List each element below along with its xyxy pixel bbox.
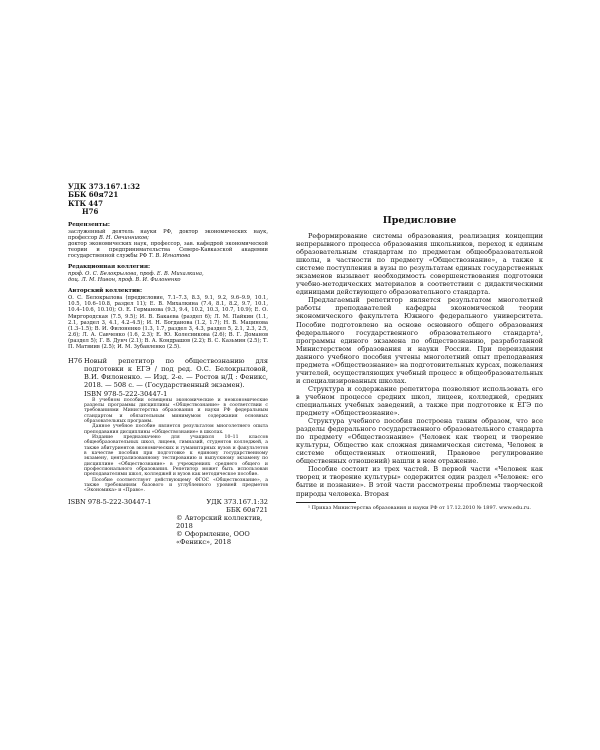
biblio-description: Новый репетитор по обществознанию для подготовки к ЕГЭ / под ред. О.С. Белокрыловой, В.И. Филоненко. — Изд. 2-е. — Ростов н/Д : Феникс, 2018. — 508 с. — (Государственный экзамен). — [84, 357, 268, 390]
authors-text: О. С. Белокрылова (предисловие, 7.1–7.3, 8.3, 9.1, 9.2, 9.6–9.9, 10.1, 10.5, 10.6–10.8, раздел 11); Е. В. Михалкина (7.4, 8.1, 8.2, 9.7, 10.1, 10.4–10.6, 10.10); О. Е. Германова (9.3, 9.4, 10.2, 10.3, 10.7, 10.9); Е. О. Миргородская (7.5, 9.5); И. В. Бакаева (раздел 6); Л. М. Пайкин (1.1, 2.1, раздел 3, 4.1, 4.2–4.5); И. Н. Богданова (1.2, 1.7); Н. В. Мацинова (1.3–1.5); В. И. Филоненко (1.3, 1.7, раздел 3, 4.3, раздел 5, 2.1, 2.3, 2.5, 2.6); Л. А. Савченко (1.6, 2.3); Е. Ю. Колесникова (2.6); В. Г. Доманов (раздел 5); Г. В. Дунч (2.1); В. А. Кондрашов (2.2); В. С. Казьмин (2.5); Т. П. Матвиив (2.5); И. М. Зубавленко (2.5). — [68, 295, 268, 351]
annotation-paragraph: Данное учебное пособие является результатом многолетнего опыта преподавания дисциплины «Обществознание» в школах. — [84, 424, 268, 435]
reviewer-1-name: В. Н. Овчинников; — [98, 234, 149, 241]
udk-code: УДК 373.167.1:32 — [68, 182, 141, 191]
ktk-code: КТК 447 — [68, 198, 103, 208]
biblio-isbn: ISBN 978-5-222-30447-1 — [84, 389, 168, 398]
preface-paragraph: Пособие состоит из трех частей. В первой части «Человек как творец и творение культуры» содержится один раздел «Человек: его бытие и познание». В этой части рассмотрены проблемы творческой природы человека. Вторая — [296, 465, 543, 498]
bottom-udk: УДК 373.167.1:32 — [206, 497, 268, 506]
bottom-isbn-udk-row — [68, 498, 268, 506]
footnote-divider — [296, 502, 356, 503]
preface-column — [296, 215, 543, 511]
bottom-bbk: ББК 60я721 — [225, 505, 268, 514]
annotation-paragraph: Пособие соответствует действующему ФГОС «Обществознание», а также требованиям базового и углубленного уровней предметов «Экономика» и «Право». — [84, 477, 268, 494]
reviewer-2-desc: доктор экономических наук, профессор, зав. кафедрой экономической теории и предпринимательства Северо-Кавказской академии государственной службы РФ — [68, 240, 268, 259]
classification-codes — [68, 183, 268, 217]
preface-heading: Предисловие — [382, 215, 457, 226]
editorial-title: Редакционная коллегия: — [68, 264, 151, 271]
reviewer-2-name: Т. В. Игнатова — [148, 253, 191, 259]
preface-paragraph: Структура учебного пособия построена таким образом, что все разделы федерального государственного образовательного стандарта по предмету «Обществознание» (Человек как творец и творение культуры, Общество как сложная динамическая система, Человек в системе общественных отношений, Правовое регулирование общественных отношений) нашли в нем отражение. — [296, 417, 543, 466]
bottom-isbn: ISBN 978-5-222-30447-1 — [68, 497, 152, 506]
preface-paragraph: Структура и содержание репетитора позволяют использовать его в учебном процессе средних школ, лицеев, колледжей, средних специальных учебных заведений, а также при подготовке к ЕГЭ по предмету «Обществознание». — [296, 384, 543, 418]
copyright-design: © Оформление, ООО «Феникс», 2018 — [176, 529, 250, 546]
reviewers-text — [68, 229, 268, 259]
footnote: ¹ Приказ Министерства образования и науки РФ от 17.12.2010 № 1897. www.edu.ru. — [308, 504, 531, 511]
authors-title: Авторский коллектив: — [68, 288, 143, 295]
reviewer-1-desc: заслуженный деятель науки РФ, доктор экономических наук, профессор — [68, 228, 268, 241]
copyrights — [68, 514, 268, 546]
preface-paragraph: Реформирование системы образования, реализация концепции непрерывного процесса образования школьников, переход к единым образовательным стандартам по предметам общеобразовательной школы, в частности по предмету «Обществознание», а также к системе поступления в вузы по результатам единых государственных экзаменов вызывает необходимость совершенствования подготовки учебно-методических материалов в соответствии с дидактическими единицами действующего образовательного стандарта. — [296, 232, 543, 297]
annotation-paragraph: В учебном пособии освещены экономические и неэкономические разделы программы дисциплины «Обществознание» в соответствии с требованиями Министерства образования и науки РФ федеральным стандартом и обязательным минимумом содержания основных образовательных программ. — [84, 397, 268, 424]
editorial-members — [68, 271, 268, 283]
preface-paragraph: Предлагаемый репетитор является результатом многолетней работы преподавателей кафедры экономической теории экономического факультета Южного федерального университета. Пособие подготовлено на основе основного общего образования федерального государственного образовательного стандарта¹, программы единого экзамена по обществознанию, разработанной Министерством образования и науки России. При переиздании данного учебного пособия учтены многолетний опыт преподавания предмета «Обществознание» на подготовительных курсах, пожелания учителей, осуществляющих учебный процесс в общеобразовательных и специализированных школах. — [296, 296, 543, 385]
bbk-code: ББК 60я721 — [68, 190, 119, 200]
copyright-authors: © Авторский коллектив, 2018 — [176, 513, 263, 530]
editorial-line-2: доц. Л. М. Нивон, проф. В. И. Филоненко — [68, 277, 181, 284]
bibliographic-record — [68, 357, 268, 397]
imprint-column — [68, 183, 268, 546]
editorial-line-1: проф. О. С. Белокрылова, проф. Е. В. Михалкина, — [68, 271, 204, 278]
author-mark: Н76 — [82, 207, 99, 217]
biblio-code: Н76 — [68, 357, 83, 366]
annotation-paragraph: Издание предназначено для учащихся 10–11 классов общеобразовательных школ, лицеев, гимназий, студентов колледжей, а также абитуриентов экономических и гуманитарных вузов и факультетов в качестве пособия при подготовке к единому государственному экзамену, централизованному тестированию и выпускному экзамену по дисциплине «Обществознание» в учреждениях среднего общего и профессионального образования. Репетитор может быть использован преподавателями школ, колледжей и вузов как методическое пособие. — [84, 435, 268, 478]
reviewers-title: Рецензенты: — [68, 221, 110, 228]
